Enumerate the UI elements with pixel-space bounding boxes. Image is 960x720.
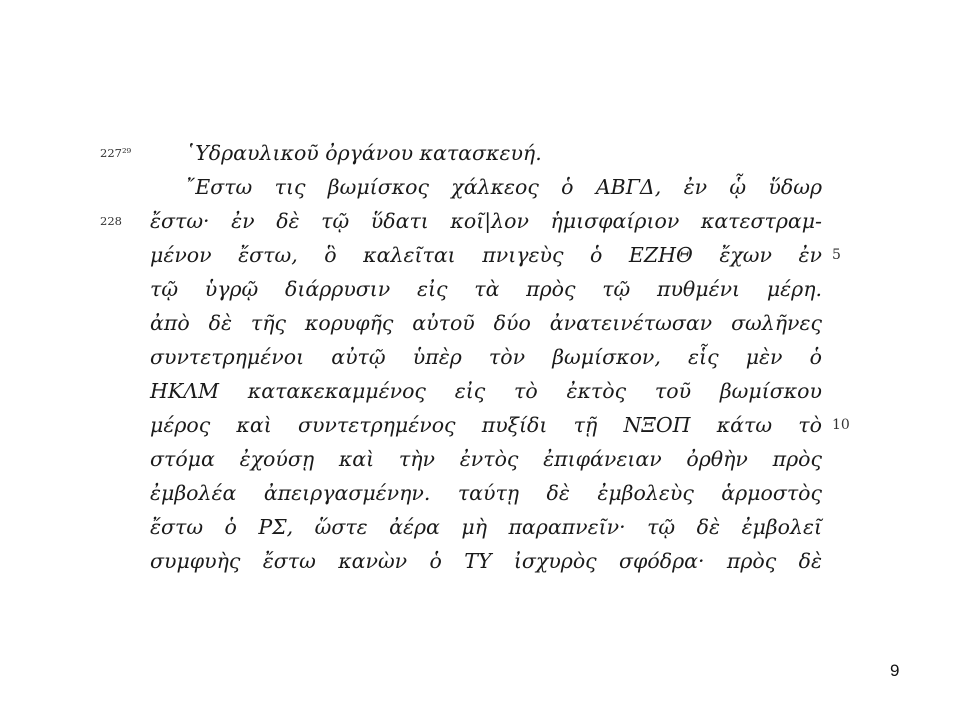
text-line: ἀπὸ δὲ τῆς κορυφῆς αὐτοῦ δύο ἀνατεινέτωσαν σωλῆνες — [150, 311, 822, 335]
page-number: 9 — [890, 661, 900, 680]
text-line: ἔστω ὁ ΡΣ, ὥστε ἀέρα μὴ παραπνεῖν· τῷ δὲ ἐμβολεῖ — [150, 515, 822, 539]
line-number: 5 — [832, 247, 841, 263]
section-heading: ῾Υδραυλικοῦ ὀργάνου κατασκευή. — [185, 141, 542, 165]
text-line: ἔστω· ἐν δὲ τῷ ὕδατι κοῖ|λον ἡμισφαίριον κατεστραμ- — [150, 209, 822, 233]
text-line: τῷ ὑγρῷ διάρρυσιν εἰς τὰ πρὸς τῷ πυθμένι μέρη. — [150, 277, 822, 301]
text-line: μένον ἔστω, ὃ καλεῖται πνιγεὺς ὁ ΕΖΗΘ ἔχων ἐν — [150, 243, 822, 267]
line-number: 10 — [832, 417, 850, 433]
text-line: ἐμβολέα ἀπειργασμένην. ταύτῃ δὲ ἐμβολεὺς ἁρμοστὸς — [150, 481, 822, 505]
text-line: μέρος καὶ συντετρημένος πυξίδι τῇ ΝΞΟΠ κάτω τὸ — [150, 413, 822, 437]
margin-reference: 228 — [100, 214, 122, 228]
text-line: στόμα ἐχούσῃ καὶ τὴν ἐντὸς ἐπιφάνειαν ὀρθὴν πρὸς — [150, 447, 822, 471]
text-line: συντετρημένοι αὐτῷ ὑπὲρ τὸν βωμίσκον, εἷς μὲν ὁ — [150, 345, 822, 369]
margin-reference: 227²⁹ — [100, 146, 132, 160]
text-line: ΗΚΛΜ κατακεκαμμένος εἰς τὸ ἐκτὸς τοῦ βωμίσκου — [150, 379, 822, 403]
text-line: ῎Εστω τις βωμίσκος χάλκεος ὁ ΑΒΓΔ, ἐν ᾧ ὕδωρ — [185, 175, 822, 199]
text-line: συμφυὴς ἔστω κανὼν ὁ ΤΥ ἰσχυρὸς σφόδρα· πρὸς δὲ — [150, 549, 822, 573]
